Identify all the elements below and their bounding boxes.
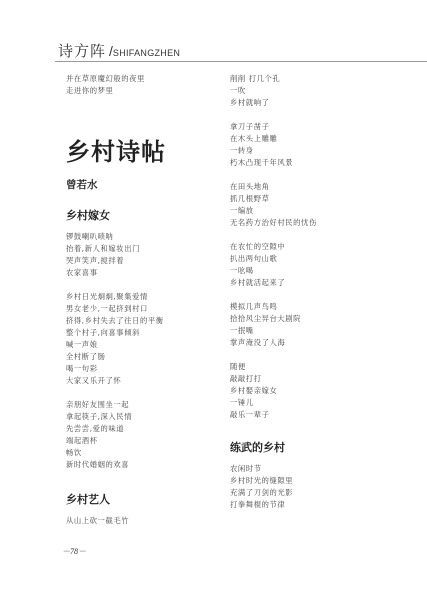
poem-line: 先尝尝,爱的味道: [66, 424, 125, 433]
poem-line: 拿刀子凿子: [230, 122, 270, 131]
stanza-gap: [66, 387, 221, 399]
poem-line: 一转身: [230, 146, 254, 155]
stanza: [230, 181, 385, 229]
stanza: [66, 515, 221, 527]
poem-line: 一抿嘴: [230, 326, 254, 335]
page-number: －78－: [62, 547, 86, 556]
stanza-gap: [230, 229, 385, 241]
poem-line: 走进你的梦里: [66, 86, 114, 95]
section-title-wedding: 乡村嫁女: [66, 209, 110, 222]
poem-line: 拿起筷子,深入民情: [66, 412, 133, 421]
poem-line: 在农忙的空隙中: [230, 242, 286, 251]
poem-line: 喊一声娘: [66, 340, 98, 349]
poem-line: 乡村日光炯炯,聚集爱情: [66, 292, 148, 301]
stanza-gap: [230, 349, 385, 361]
poem-line: 一吹: [230, 86, 246, 95]
poem-line: 男女老少,一起挤到村口: [66, 304, 148, 313]
poem-line: 在田头地角: [230, 182, 270, 191]
poem-line: 挤得,乡村失去了往日的平衡: [66, 316, 164, 325]
poem-line: 打拳舞棍的节律: [230, 500, 286, 509]
poem-line: 朽木凸现千年风景: [230, 158, 294, 167]
stanza: [66, 291, 221, 387]
column-name-pinyin: SHIFANGZHEN: [112, 48, 181, 58]
poem-line: 乡村娶亲嫁女: [230, 386, 278, 395]
poem-line: 一编放: [230, 206, 254, 215]
stanza-gap: [230, 109, 385, 121]
poem-line: 一锤儿: [230, 398, 254, 407]
intro-lines: [66, 73, 221, 97]
poem-line: 大家又乐开了怀: [66, 376, 122, 385]
stanza-gap: [230, 169, 385, 181]
stanza: [230, 301, 385, 349]
header-rule: [55, 61, 427, 62]
left-column: [66, 73, 221, 527]
poem-line: 农闲时节: [230, 464, 262, 473]
poem-line: 抓几根野草: [230, 194, 270, 203]
poem-line: 并在草原魔幻般的夜里: [66, 74, 145, 83]
right-column: [230, 73, 385, 511]
poem-line: 削削 打几个孔: [230, 74, 281, 83]
poem-line: 随便: [230, 362, 246, 371]
poem-line: 敲敲打打: [230, 374, 262, 383]
column-name: 诗方阵: [58, 42, 107, 60]
section-title-martial: 练武的乡村: [230, 441, 285, 454]
poem-line: 在木头上雕雕: [230, 134, 278, 143]
poem-line: 乡村就响了: [230, 98, 270, 107]
stanza: [230, 121, 385, 169]
stanza: [230, 73, 385, 109]
poem-line: 农家喜事: [66, 268, 98, 277]
stanza: [230, 241, 385, 289]
section-title-artisan: 乡村艺人: [66, 493, 110, 506]
poem-line: 锣鼓喇叭唢呐: [66, 232, 114, 241]
poem-line: 抬着,新人和嫁妆出门: [66, 244, 140, 253]
poem-line: 整个村子,向喜事倾斜: [66, 328, 140, 337]
poem-line: 喝一句彩: [66, 364, 98, 373]
poem-line: 模拟几声鸟鸣: [230, 302, 278, 311]
poem-line: 全村断了肠: [66, 352, 106, 361]
stanza: [230, 463, 385, 511]
poem-line: 从山上砍一截毛竹: [66, 516, 130, 525]
stanza: [66, 399, 221, 471]
poem-line: 掌声淹没了人海: [230, 338, 286, 347]
magazine-header: [58, 40, 180, 61]
poem-line: 扒出两句山歌: [230, 254, 278, 263]
poem-line: 畅饮: [66, 448, 82, 457]
poem-line: 哭声笑声,搅拌着: [66, 256, 125, 265]
poem-line: 乡村就活起来了: [230, 278, 286, 287]
poem-line: 充满了刀剑的光影: [230, 488, 294, 497]
poem-title: 乡村诗帖: [66, 138, 166, 166]
poem-line: 拾拾风尘异台大剧院: [230, 314, 302, 323]
stanza: [66, 231, 221, 279]
poem-line: 一吆喝: [230, 266, 254, 275]
stanza: [230, 361, 385, 421]
poem-author: 曾若水: [66, 179, 98, 191]
poem-line: 无名药方治好村民的忧伤: [230, 218, 317, 227]
poem-line: 乡村时光的缝隙里: [230, 476, 294, 485]
header-slash: /: [109, 43, 113, 59]
poem-line: 敲乐一辈子: [230, 410, 270, 419]
poem-line: 新时代婚姻的欢喜: [66, 460, 130, 469]
stanza-gap: [230, 289, 385, 301]
poem-line: 亲朋好友围坐一起: [66, 400, 130, 409]
poem-line: 端起酒杯: [66, 436, 98, 445]
stanza-gap: [66, 279, 221, 291]
